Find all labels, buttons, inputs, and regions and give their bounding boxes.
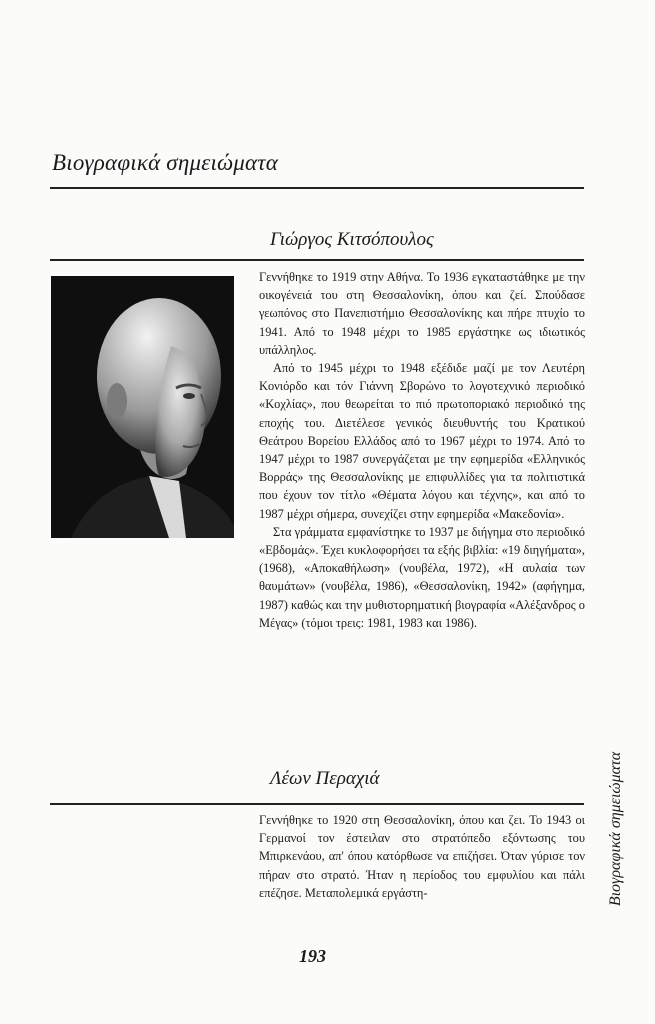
portrait-illustration — [51, 276, 234, 538]
person-name-1: Γιώργος Κιτσόπουλος — [270, 229, 434, 250]
divider-top — [50, 187, 584, 189]
divider-name-2 — [50, 803, 584, 805]
bio-1-paragraph-2: Από το 1945 μέχρι το 1948 εξέδιδε μαζί με τον Λευτέρη Κονιόρδο και τόν Γιάννη Σβορώνο το λογοτεχνικό περιοδικό «Κοχλίας», που θεωρείται το πιό πρωτοποριακό περιοδικό της εποχής του. Διετέλεσε γενικός διευθυντής του Κρατικού Θεάτρου Βορείου Ελλάδος από το 1967 μέχρι το 1974. Από το 1947 μέχρι το 1987 συνεργάζεται με την εφημερίδα «Ελληνικός Βορράς» της Θεσσαλονίκης με επιφυλλίδες για τα πολιτιστικά που έχουν τον τίτλο «Θέματα λόγου και τέχνης», και από το 1987 μέχρι σήμερα, συνεχίζει στην εφημερίδα «Μακεδονία». — [259, 361, 585, 521]
bio-2-paragraph-1: Γεννήθηκε το 1920 στη Θεσσαλονίκη, όπου και ζει. Το 1943 οι Γερμανοί τον έστειλαν στο στρατόπεδο εξόντωσης του Μπιρκενάου, απ' όπου κατόρθωσε να επιζήσει. Όταν γύρισε τον πήραν στο στρατό. Ήταν η περίοδος του εμφυλίου και πάλι επέζησε. Μεταπολεμικά εργάστη- — [259, 813, 585, 900]
portrait-photo — [51, 276, 234, 538]
biography-text-1 — [259, 268, 585, 632]
page-number: 193 — [299, 946, 326, 966]
running-header-label: Βιογραφικά σημειώματα — [607, 751, 624, 907]
bio-1-paragraph-1: Γεννήθηκε το 1919 στην Αθήνα. Το 1936 εγκαταστάθηκε με την οικογένειά του στη Θεσσαλονίκη, όπου και ζεί. Σπούδασε γεωπόνος στο Πανεπιστήμιο Θεσσαλονίκης και πήρε πτυχίο το 1941. Από το 1948 μέχρι το 1985 εργάστηκε ως ιδιωτικός υπάλληλος. — [259, 270, 585, 357]
person-name-2: Λέων Περαχιά — [270, 768, 380, 789]
biography-text-2 — [259, 811, 585, 902]
divider-name-1 — [50, 259, 584, 261]
bio-1-paragraph-3: Στα γράμματα εμφανίστηκε το 1937 με διήγημα στο περιοδικό «Εβδομάς». Έχει κυκλοφορήσει τα εξής βιβλία: «19 διηγήματα», (1968), «Αποκαθήλωση» (νουβέλα, 1972), «Η αυλαία των θαυμάτων» (νουβέλα, 1986), «Θεσσαλονίκη, 1942» (αφήγημα, 1987) καθώς και την μυθιστορηματική βιογραφία «Αλέξανδρος ο Μέγας» (τόμοι τρεις: 1981, 1983 και 1986). — [259, 524, 585, 630]
running-header-vertical — [596, 734, 636, 924]
section-title: Βιογραφικά σημειώματα — [52, 150, 279, 175]
